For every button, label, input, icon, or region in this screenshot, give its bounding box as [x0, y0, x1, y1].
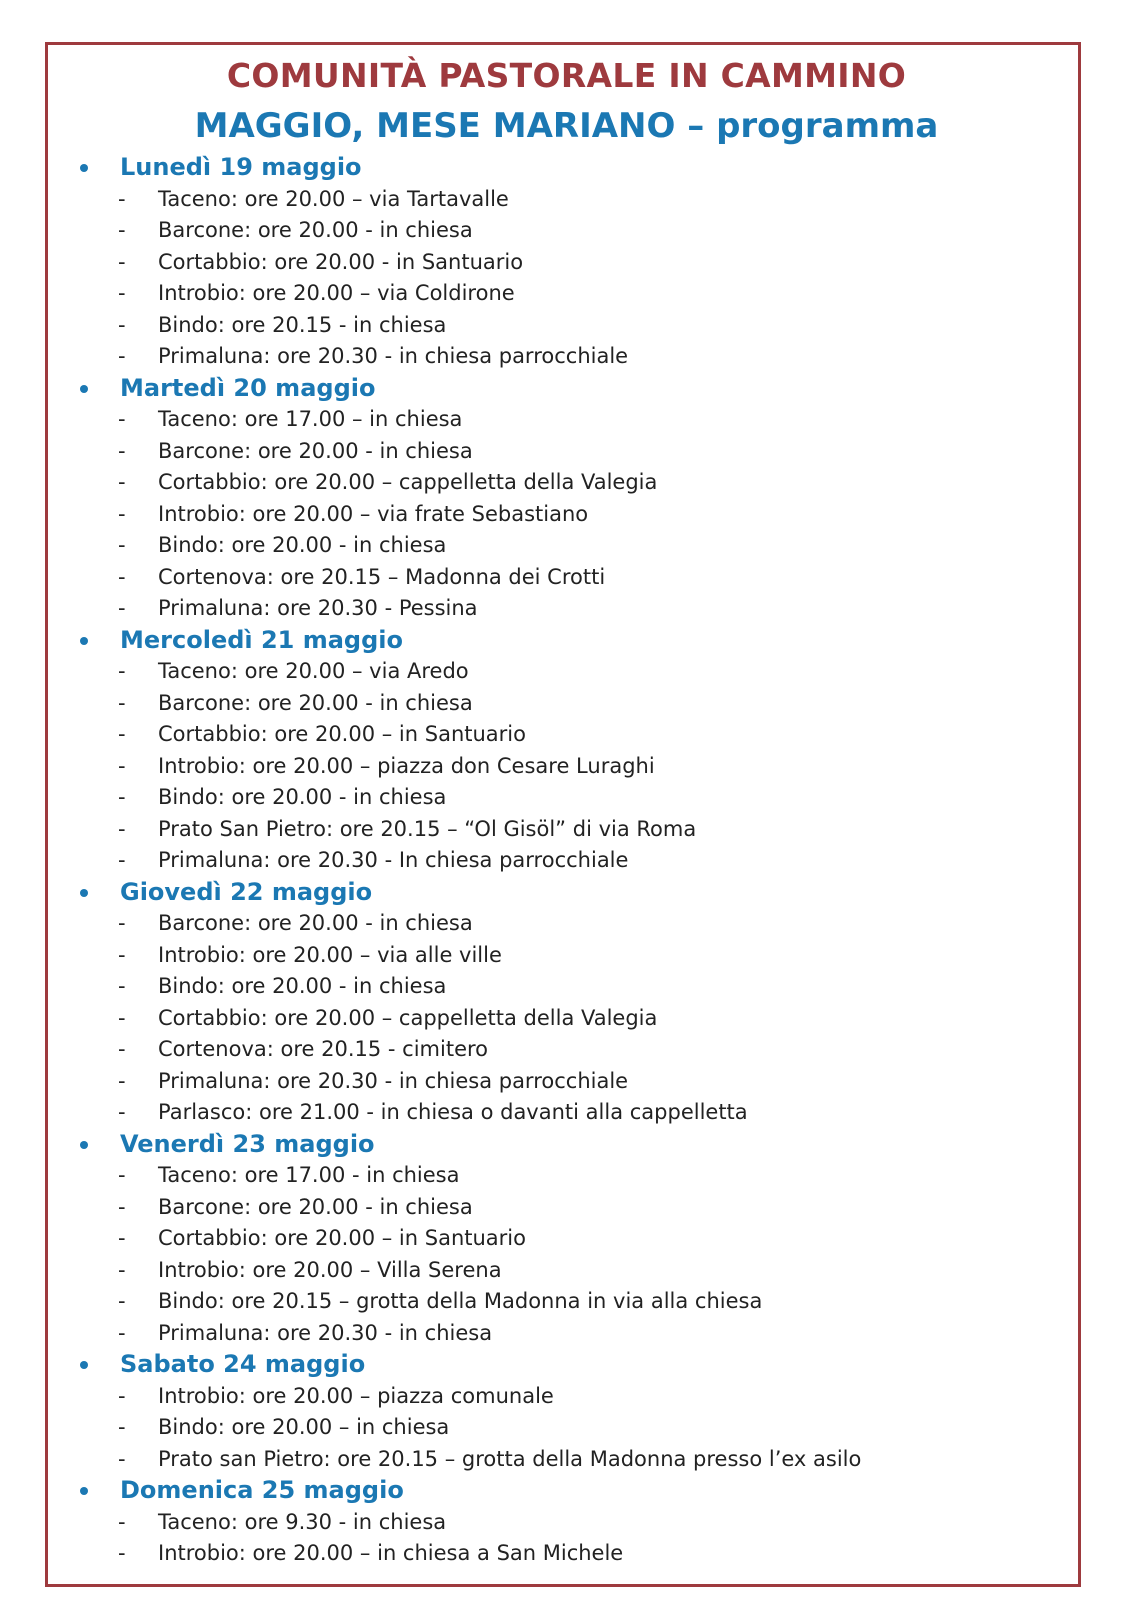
event-text: Cortenova: ore 20.15 – Madonna dei Crotti	[158, 564, 606, 589]
dash-marker: -	[118, 1383, 126, 1408]
dash-marker: -	[118, 1541, 126, 1565]
event-item	[0, 562, 1133, 594]
page-subtitle: MAGGIO, MESE MARIANO – programma	[194, 106, 939, 146]
bullet-icon	[80, 164, 88, 172]
event-item	[0, 814, 1133, 846]
event-list	[0, 908, 1133, 1129]
day-heading	[0, 1475, 1133, 1507]
dash-marker: -	[118, 1226, 126, 1250]
event-item	[0, 467, 1133, 499]
day-section	[0, 877, 1133, 1129]
event-item	[0, 1097, 1133, 1129]
dash-marker: -	[118, 722, 126, 746]
event-text: Introbio: ore 20.00 – piazza comunale	[158, 1383, 554, 1408]
event-text: Introbio: ore 20.00 – Villa Serena	[158, 1257, 502, 1282]
event-text: Barcone: ore 20.00 - in chiesa	[158, 1194, 473, 1219]
event-text: Parlasco: ore 21.00 - in chiesa o davanti alla cappelletta	[158, 1100, 748, 1124]
dash-marker: -	[118, 753, 126, 778]
dash-marker: -	[118, 1163, 126, 1187]
event-item	[0, 1318, 1133, 1350]
dash-marker: -	[118, 281, 126, 305]
dash-marker: -	[118, 1320, 126, 1345]
event-text: Taceno: ore 20.00 – via Tartavalle	[158, 186, 509, 211]
dash-marker: -	[118, 1100, 126, 1124]
event-text: Prato San Pietro: ore 20.15 – “Ol Gisöl” di via Roma	[158, 816, 697, 841]
dash-marker: -	[118, 186, 126, 211]
day-section	[0, 152, 1133, 373]
day-heading	[0, 373, 1133, 405]
dash-marker: -	[118, 249, 126, 274]
event-item	[0, 1223, 1133, 1255]
event-item	[0, 782, 1133, 814]
dash-marker: -	[118, 1415, 126, 1439]
event-list	[0, 404, 1133, 625]
event-item	[0, 971, 1133, 1003]
event-item	[0, 908, 1133, 940]
event-item	[0, 1192, 1133, 1224]
event-item	[0, 1286, 1133, 1318]
event-text: Primaluna: ore 20.30 - Pessina	[158, 596, 478, 620]
event-text: Barcone: ore 20.00 - in chiesa	[158, 438, 473, 463]
event-list	[0, 1381, 1133, 1476]
event-text: Primaluna: ore 20.30 - in chiesa parrocchiale	[158, 1068, 629, 1093]
event-text: Introbio: ore 20.00 – via frate Sebastiano	[158, 501, 589, 526]
dash-marker: -	[118, 1037, 126, 1061]
day-heading	[0, 625, 1133, 657]
day-title: Lunedì 19 maggio	[120, 153, 362, 181]
event-item	[0, 530, 1133, 562]
day-title: Martedì 20 maggio	[120, 373, 376, 402]
bullet-icon	[80, 1361, 88, 1369]
event-text: Cortabbio: ore 20.00 - in Santuario	[158, 249, 524, 274]
event-item	[0, 845, 1133, 877]
event-item	[0, 719, 1133, 751]
dash-marker: -	[118, 690, 126, 715]
event-list	[0, 1160, 1133, 1349]
event-item	[0, 1538, 1133, 1570]
dash-marker: -	[118, 942, 126, 967]
event-list	[0, 656, 1133, 877]
event-item	[0, 499, 1133, 531]
event-text: Cortabbio: ore 20.00 – in Santuario	[158, 1226, 526, 1250]
day-section	[0, 625, 1133, 877]
event-item	[0, 1066, 1133, 1098]
event-text: Cortenova: ore 20.15 - cimitero	[158, 1037, 489, 1061]
event-text: Taceno: ore 20.00 – via Aredo	[158, 659, 469, 683]
event-item	[0, 1381, 1133, 1413]
event-text: Bindo: ore 20.15 - in chiesa	[158, 312, 447, 337]
day-title: Venerdì 23 maggio	[120, 1129, 375, 1158]
event-text: Cortabbio: ore 20.00 – cappelletta della Valegia	[158, 1005, 658, 1030]
event-item	[0, 1507, 1133, 1539]
bullet-icon	[80, 889, 88, 897]
dash-marker: -	[118, 218, 126, 242]
event-text: Bindo: ore 20.15 – grotta della Madonna in via alla chiesa	[158, 1289, 763, 1313]
dash-marker: -	[118, 501, 126, 526]
dash-marker: -	[118, 438, 126, 463]
schedule-list	[0, 152, 1133, 1570]
day-section	[0, 1349, 1133, 1475]
day-section	[0, 1475, 1133, 1570]
dash-marker: -	[118, 911, 126, 935]
event-item	[0, 341, 1133, 373]
day-title: Sabato 24 maggio	[120, 1350, 366, 1378]
event-text: Primaluna: ore 20.30 - in chiesa	[158, 1320, 493, 1345]
event-text: Bindo: ore 20.00 - in chiesa	[158, 785, 447, 809]
event-item	[0, 184, 1133, 216]
event-item	[0, 593, 1133, 625]
day-heading	[0, 152, 1133, 184]
event-text: Barcone: ore 20.00 - in chiesa	[158, 218, 473, 242]
dash-marker: -	[118, 1509, 126, 1534]
dash-marker: -	[118, 659, 126, 683]
event-item	[0, 688, 1133, 720]
event-item	[0, 310, 1133, 342]
event-text: Primaluna: ore 20.30 - in chiesa parrocchiale	[158, 344, 629, 368]
event-item	[0, 1160, 1133, 1192]
dash-marker: -	[118, 1194, 126, 1219]
event-item	[0, 436, 1133, 468]
dash-marker: -	[118, 816, 126, 841]
event-text: Taceno: ore 17.00 – in chiesa	[158, 407, 463, 431]
day-section	[0, 1129, 1133, 1350]
event-item	[0, 1034, 1133, 1066]
dash-marker: -	[118, 344, 126, 368]
dash-marker: -	[118, 596, 126, 620]
event-text: Bindo: ore 20.00 – in chiesa	[158, 1415, 450, 1439]
event-text: Barcone: ore 20.00 - in chiesa	[158, 690, 473, 715]
dash-marker: -	[118, 974, 126, 998]
dash-marker: -	[118, 564, 126, 589]
event-text: Introbio: ore 20.00 – via alle ville	[158, 942, 502, 967]
event-text: Introbio: ore 20.00 – in chiesa a San Michele	[158, 1541, 624, 1565]
event-item	[0, 247, 1133, 279]
dash-marker: -	[118, 1005, 126, 1030]
event-item	[0, 1412, 1133, 1444]
event-item	[0, 656, 1133, 688]
dash-marker: -	[118, 470, 126, 494]
dash-marker: -	[118, 312, 126, 337]
day-heading	[0, 877, 1133, 909]
event-text: Cortabbio: ore 20.00 – in Santuario	[158, 722, 526, 746]
bullet-icon	[80, 385, 88, 393]
dash-marker: -	[118, 1257, 126, 1282]
event-text: Bindo: ore 20.00 - in chiesa	[158, 533, 447, 557]
event-item	[0, 1444, 1133, 1476]
day-heading	[0, 1349, 1133, 1381]
event-text: Cortabbio: ore 20.00 – cappelletta della Valegia	[158, 470, 658, 494]
day-section	[0, 373, 1133, 625]
dash-marker: -	[118, 1446, 126, 1471]
day-title: Giovedì 22 maggio	[120, 877, 373, 906]
page-title: COMUNITÀ PASTORALE IN CAMMINO	[226, 56, 907, 95]
event-text: Primaluna: ore 20.30 - In chiesa parrocchiale	[158, 848, 629, 872]
dash-marker: -	[118, 1289, 126, 1313]
event-list	[0, 184, 1133, 373]
event-text: Taceno: ore 17.00 - in chiesa	[158, 1163, 460, 1187]
event-text: Prato san Pietro: ore 20.15 – grotta della Madonna presso l’ex asilo	[158, 1446, 862, 1471]
dash-marker: -	[118, 533, 126, 557]
event-item	[0, 940, 1133, 972]
event-text: Bindo: ore 20.00 - in chiesa	[158, 974, 447, 998]
day-title: Mercoledì 21 maggio	[120, 625, 404, 654]
event-item	[0, 215, 1133, 247]
bullet-icon	[80, 637, 88, 645]
dash-marker: -	[118, 848, 126, 872]
event-text: Introbio: ore 20.00 – piazza don Cesare Luraghi	[158, 753, 655, 778]
bullet-icon	[80, 1141, 88, 1149]
dash-marker: -	[118, 1068, 126, 1093]
event-text: Introbio: ore 20.00 – via Coldirone	[158, 281, 515, 305]
event-item	[0, 404, 1133, 436]
day-title: Domenica 25 maggio	[120, 1476, 404, 1504]
event-text: Taceno: ore 9.30 - in chiesa	[158, 1509, 447, 1534]
event-item	[0, 278, 1133, 310]
event-list	[0, 1507, 1133, 1570]
dash-marker: -	[118, 785, 126, 809]
day-heading	[0, 1129, 1133, 1161]
event-item	[0, 1003, 1133, 1035]
bullet-icon	[80, 1487, 88, 1495]
dash-marker: -	[118, 407, 126, 431]
event-item	[0, 1255, 1133, 1287]
event-item	[0, 751, 1133, 783]
event-text: Barcone: ore 20.00 - in chiesa	[158, 911, 473, 935]
